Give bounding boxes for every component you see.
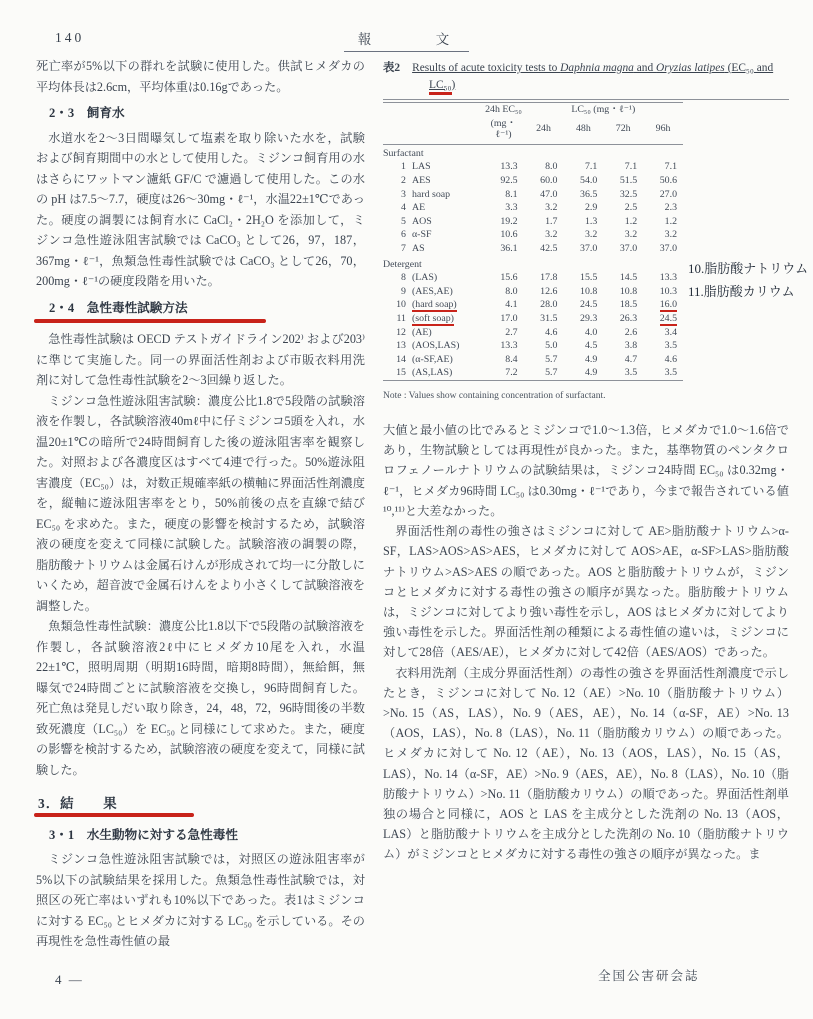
table-cell: 31.5 xyxy=(540,312,558,324)
table-cell: LAS xyxy=(411,161,431,173)
table-cell: 2 xyxy=(401,174,406,186)
table-cell: 5.0 xyxy=(545,340,558,352)
table-cell: 3.2 xyxy=(545,229,558,241)
table-caption-text xyxy=(412,62,773,95)
table-cell: (AES,AE) xyxy=(411,285,453,297)
toxicity-table-wrap xyxy=(383,99,789,381)
heading-2-4: 2・4 急性毒性試験方法 xyxy=(49,300,188,315)
paragraph-results-1: ミジンコ急性遊泳阻害試験では，対照区の遊泳阻害率が5%以下の試験結果を採用した。魚類急性毒性試験では，対照区の死亡率はいずれも10%以下であった。表1はミジンコに対する EC₅₀ とヒメダカに対する LC₅₀ を示している。その再現性を急性毒性値の最 xyxy=(36,852,365,948)
table-cell: 4.1 xyxy=(505,299,518,311)
table-row xyxy=(383,174,683,188)
table-cell: 4.7 xyxy=(624,353,638,365)
table-cell: 3.2 xyxy=(545,202,558,214)
table-row xyxy=(383,353,683,367)
table-cell: 4.9 xyxy=(584,367,598,379)
journal-section-header xyxy=(0,28,813,52)
table-cell: 92.5 xyxy=(500,174,518,186)
table-cell: 8.0 xyxy=(545,161,558,173)
table-group-label: Surfactant xyxy=(383,147,424,159)
table-cell: α-SF xyxy=(411,229,432,241)
table-cell: 10 xyxy=(396,299,406,311)
species-name-italic: Daphnia magna xyxy=(560,62,634,74)
table-cell: (AOS,LAS) xyxy=(411,340,460,352)
footer-page-number: 4 — xyxy=(55,972,84,987)
table-cell: 8 xyxy=(401,272,406,284)
table-cell: 10.8 xyxy=(619,285,638,297)
table-cell: 3.2 xyxy=(624,229,638,241)
table-cell: 10.8 xyxy=(580,285,598,297)
empty-header-cell xyxy=(383,103,483,117)
table-cell: 1 xyxy=(401,161,406,173)
table-cell: (LAS) xyxy=(411,272,438,284)
ec-header: 24h EC₅₀ xyxy=(485,104,522,115)
table-cell: 3.5 xyxy=(664,340,677,352)
table-cell: (AS,LAS) xyxy=(411,367,453,379)
table-cell: 18.5 xyxy=(619,299,638,311)
red-underline-mark: 16.0 xyxy=(659,299,677,311)
table-row xyxy=(383,339,683,353)
heading-2-3: 2・3 飼育水 xyxy=(49,106,125,120)
table-cell: 13 xyxy=(396,340,406,352)
table-cell: 36.5 xyxy=(580,188,598,200)
table-cell: 10.6 xyxy=(500,229,518,241)
paragraph-method-fish: 魚類急性毒性試験：濃度公比1.8以下で5段階の試験溶液を作製し，各試験溶液2ℓ中にヒメダカ10尾を入れ，水温22±1℃，照明周期（明期16時間，暗期8時間），無給餌，無曝気で24時間ごとに試験溶液を交換し，96時間飼育した。死亡魚は発見しだい取り除き，24，48，72，96時間後の半数致死濃度（LC₅₀）を EC₅₀ と同様にして求めた。また，硬度の影響を検討するため，試験溶液の硬度を変えて，同様に試験した。 xyxy=(36,619,365,777)
table-cell: 3.4 xyxy=(664,326,677,338)
table-cell: 42.5 xyxy=(540,242,558,254)
table-cell: 4.6 xyxy=(545,326,558,338)
lc-group-header: LC₅₀ (mg・ℓ⁻¹) xyxy=(571,104,636,115)
table-cell: 19.2 xyxy=(500,215,518,227)
table-cell: AOS xyxy=(411,215,432,227)
red-underline-mark: 24.5 xyxy=(659,312,677,324)
table-note: Note : Values show containing concentration of surfactant. xyxy=(383,390,606,401)
table-cell xyxy=(411,312,483,326)
table-cell: 3 xyxy=(401,188,406,200)
empty-header-cell xyxy=(383,117,483,145)
table-cell: 37.0 xyxy=(659,242,677,254)
table-cell: 3.5 xyxy=(664,367,677,379)
table-cell xyxy=(643,312,683,326)
table-cell: 7.2 xyxy=(505,367,518,379)
table-cell: 50.6 xyxy=(659,174,677,186)
table-cell: 14.5 xyxy=(619,272,638,284)
table-2-block xyxy=(383,60,789,406)
table-cell: (AE) xyxy=(411,326,432,338)
table-row xyxy=(383,285,683,299)
table-cell: 2.6 xyxy=(624,326,638,338)
caption-segment: (EC₅₀ and xyxy=(724,62,774,74)
red-underline-mark: (soft soap) xyxy=(411,312,454,324)
paragraph-rearing-water: 水道水を2〜3日間曝気して塩素を取り除いた水を，試験および飼育期間中の水として使用した。ミジンコ飼育用の水はさらにワットマン濾紙 GF/C で濾過して使用した。この水の pH は7.5〜7.7，硬度は26〜30mg・ℓ⁻¹，水温22±1℃であった。硬度の調製には飼育水に CaCl₂・2H₂O を添加して，ミジンコ急性遊泳阻害試験では CaCO₃ として26，97，187，367mg・ℓ⁻¹，魚類急性毒性試験では CaCO₃ として26，70，200mg・ℓ⁻¹の硬度段階を用いた。 xyxy=(36,130,365,288)
table-cell: 3.2 xyxy=(664,229,677,241)
heading-3-1: 3・1 水生動物に対する急性毒性 xyxy=(49,827,238,842)
table-cell: 4 xyxy=(401,202,406,214)
table-cell: 12 xyxy=(396,326,406,338)
table-cell: 37.0 xyxy=(619,242,638,254)
table-cell: 2.9 xyxy=(584,202,598,214)
table-cell: 13.3 xyxy=(500,340,518,352)
table-cell: hard soap xyxy=(411,188,451,200)
paragraph-surfactant-toxicity-order: 界面活性剤の毒性の強さはミジンコに対して AE>脂肪酸ナトリウム>α-SF，LAS>AOS>AS>AES，ヒメダカに対して AOS>AE，α-SF>LAS>脂肪酸ナトリウム>AS>AES の順であった。AOS と脂肪酸ナトリウムが，ミジンコとヒメダカに対する毒性の強さの順序が異なった。脂肪酸ナトリウムは，ミジンコに対してより強い毒性を示し，AOS はヒメダカに対してより強い毒性を示した。界面活性剤の種類による毒性値の違いは，ミジンコに対して28倍（AES/AE），ヒメダカに対して42倍（AES/AOS）であった。 xyxy=(383,524,789,660)
table-row xyxy=(383,312,683,326)
right-column xyxy=(383,56,789,865)
table-group-row xyxy=(383,144,683,160)
table-cell: 15.6 xyxy=(500,272,518,284)
table-cell: 12.6 xyxy=(540,285,558,297)
table-row xyxy=(383,228,683,242)
table-cell xyxy=(411,298,483,312)
table-cell: 2.3 xyxy=(664,202,677,214)
table-cell: 4.6 xyxy=(664,353,677,365)
table-cell: AS xyxy=(411,242,425,254)
table-row xyxy=(383,160,683,174)
table-cell: 13.3 xyxy=(500,161,518,173)
table-cell: 7.1 xyxy=(624,161,638,173)
table-cell: 5.7 xyxy=(545,367,558,379)
table-cell: 51.5 xyxy=(619,174,638,186)
caption-segment: Results of acute toxicity tests to xyxy=(412,62,561,74)
journal-section-title: 報 文 xyxy=(344,28,470,52)
table-cell xyxy=(643,298,683,312)
table-caption-label: 表2 xyxy=(383,62,401,74)
table-group-row xyxy=(383,256,683,272)
table-cell: 15 xyxy=(396,367,406,379)
table-cell: 1.2 xyxy=(624,215,638,227)
table-cell: 5 xyxy=(401,215,406,227)
lc-24h-header: 24h xyxy=(524,117,564,145)
caption-segment: and xyxy=(633,62,657,74)
paragraph-method-1: 急性毒性試験は OECD テストガイドライン202⁾ および203⁾ に準じて実施した。同一の界面活性剤および市販衣料用洗剤に対して急性毒性試験を2〜3回繰り返した。 xyxy=(36,332,365,387)
red-underline-mark: (hard soap) xyxy=(411,299,457,311)
table-cell: 13.3 xyxy=(659,272,677,284)
toxicity-table-head xyxy=(383,103,683,145)
species-name-italic: Oryzias latipes xyxy=(656,62,725,74)
table-group-label: Detergent xyxy=(383,258,422,270)
paragraph-detergent-toxicity-order: 衣料用洗剤（主成分界面活性剤）の毒性の強さを界面活性剤濃度で示したとき，ミジンコに対して No. 12（AE）>No. 10（脂肪酸ナトリウム）>No. 15（AS，LAS），No. 9（AES，AE），No. 14（α-SF，AE）>No. 13（AOS，LAS），No. 8（LAS），No. 11（脂肪酸カリウム）の順であった。ヒメダカに対して No. 12（AE），No. 13（AOS，LAS），No. 15（AS，LAS），No. 14（α-SF，AE）>No. 9（AES，AE），No. 8（LAS），No. 10（脂肪酸ナトリウム）>No. 11（脂肪酸カリウム）の順であった。界面活性剤単独の場合と同様に，AOS と LAS を主成分とした洗剤の No. 13（AOS，LAS）と脂肪酸ナトリウムを主成分とした洗剤の No. 10（脂肪酸ナトリウム）がミジンコとヒメダカに対する毒性の強さの順序が異なった。ま xyxy=(383,665,789,862)
table-cell: 28.0 xyxy=(540,299,558,311)
lc-48h-header: 48h xyxy=(563,117,603,145)
table-cell: 9 xyxy=(401,285,406,297)
table-cell: 8.0 xyxy=(505,285,518,297)
table-cell: (α-SF,AE) xyxy=(411,353,453,365)
table-cell: 3.3 xyxy=(505,202,518,214)
paragraph-method-daphnia: ミジンコ急性遊泳阻害試験：濃度公比1.8で5段階の試験溶液を作製し，各試験溶液40mℓ中に仔ミジンコ5頭を入れ，水温20±1℃の暗所で24時間飼育した後の遊泳阻害率を観察した。対照および各濃度区はすべて4連で行った。50%遊泳阻害濃度（EC₅₀）は，対数正規確率紙の横軸に界面活性剤濃度を，縦軸に遊泳阻害率をとり，50%前後の点を直線で結び EC₅₀ を求めた。また，硬度の影響を検討するため，試験溶液の硬度を変えて同様に試験した。試験溶液の調製の際，脂肪酸ナトリウムは金属石けんが形成されて均一に分散しにいくため，超音波で金属石けんをより小さくして試験溶液を調整した。 xyxy=(36,393,365,613)
table-cell: AES xyxy=(411,174,431,186)
table-cell: 7 xyxy=(401,242,406,254)
table-cell: 1.7 xyxy=(545,215,558,227)
table-cell: 1.2 xyxy=(664,215,677,227)
table-cell: 60.0 xyxy=(540,174,558,186)
table-cell: 5.7 xyxy=(545,353,558,365)
table-cell: 24.5 xyxy=(580,299,598,311)
table-row xyxy=(383,298,683,312)
toxicity-table xyxy=(383,102,683,381)
left-column xyxy=(36,56,365,952)
toxicity-table-body xyxy=(383,144,683,380)
table-cell: 14 xyxy=(396,353,406,365)
table-row xyxy=(383,215,683,229)
red-underline-mark: LC₅₀ xyxy=(429,79,452,95)
table-row xyxy=(383,326,683,340)
annotation-line: 11.脂肪酸カリウム xyxy=(688,284,795,299)
caption-segment: ) xyxy=(451,78,456,91)
lc-96h-header: 96h xyxy=(643,117,683,145)
heading-3-results: 3．結 果 xyxy=(38,796,118,811)
lc-72h-header: 72h xyxy=(603,117,643,145)
paragraph-intro: 死亡率が5%以下の群れを試験に使用した。供試ヒメダカの平均体長は2.6cm，平均体重は0.16gであった。 xyxy=(36,59,365,94)
table-cell: 7.1 xyxy=(584,161,598,173)
table-cell: 4.0 xyxy=(584,326,598,338)
table-cell: 8.1 xyxy=(505,188,518,200)
red-underline-mark xyxy=(34,319,266,323)
ec-unit-header: (mg・ℓ⁻¹) xyxy=(483,117,523,145)
paragraph-results-2: 大値と最小値の比でみるとミジンコで1.0〜1.3倍，ヒメダカで1.0〜1.6倍であり，生物試験としては再現性が良かった。また，基準物質のペンタクロロフェノールナトリウムの試験結果は，ミジンコ24時間 EC₅₀ は0.32mg・ℓ⁻¹，ヒメダカ96時間 LC₅₀ は0.30mg・ℓ⁻¹であり，今まで報告されている値¹⁰,¹¹⁾と大差なかった。 xyxy=(383,423,789,518)
table-cell: 6 xyxy=(401,229,406,241)
table-cell: AE xyxy=(411,202,426,214)
table-cell: 3.5 xyxy=(624,367,638,379)
table-cell: 3.8 xyxy=(624,340,638,352)
table-cell: 7.1 xyxy=(664,161,677,173)
table-cell: 1.3 xyxy=(584,215,598,227)
table-cell: 3.2 xyxy=(584,229,598,241)
table-cell: 27.0 xyxy=(659,188,677,200)
margin-annotations xyxy=(688,257,808,303)
table-cell: 2.5 xyxy=(624,202,638,214)
table-row xyxy=(383,242,683,256)
table-cell: 36.1 xyxy=(500,242,518,254)
table-row xyxy=(383,366,683,380)
annotation-line: 10.脂肪酸ナトリウム xyxy=(688,261,809,276)
table-cell: 37.0 xyxy=(580,242,598,254)
table-row xyxy=(383,201,683,215)
table-cell: 17.0 xyxy=(500,312,518,324)
table-row xyxy=(383,271,683,285)
table-cell: 29.3 xyxy=(580,312,598,324)
table-cell: 11 xyxy=(396,312,406,324)
footer-journal-name: 全国公害研会誌 xyxy=(598,969,700,983)
table-cell: 15.5 xyxy=(580,272,598,284)
table-caption xyxy=(383,60,789,93)
table-cell: 17.8 xyxy=(540,272,558,284)
table-row xyxy=(383,188,683,202)
table-cell: 54.0 xyxy=(580,174,598,186)
table-cell: 10.3 xyxy=(659,285,677,297)
table-cell: 4.5 xyxy=(584,340,598,352)
table-cell: 32.5 xyxy=(619,188,638,200)
table-cell: 26.3 xyxy=(619,312,638,324)
page-number: 140 xyxy=(55,30,85,45)
table-cell: 4.9 xyxy=(584,353,598,365)
table-cell: 2.7 xyxy=(505,326,518,338)
table-cell: 47.0 xyxy=(540,188,558,200)
table-cell: 8.4 xyxy=(505,353,518,365)
